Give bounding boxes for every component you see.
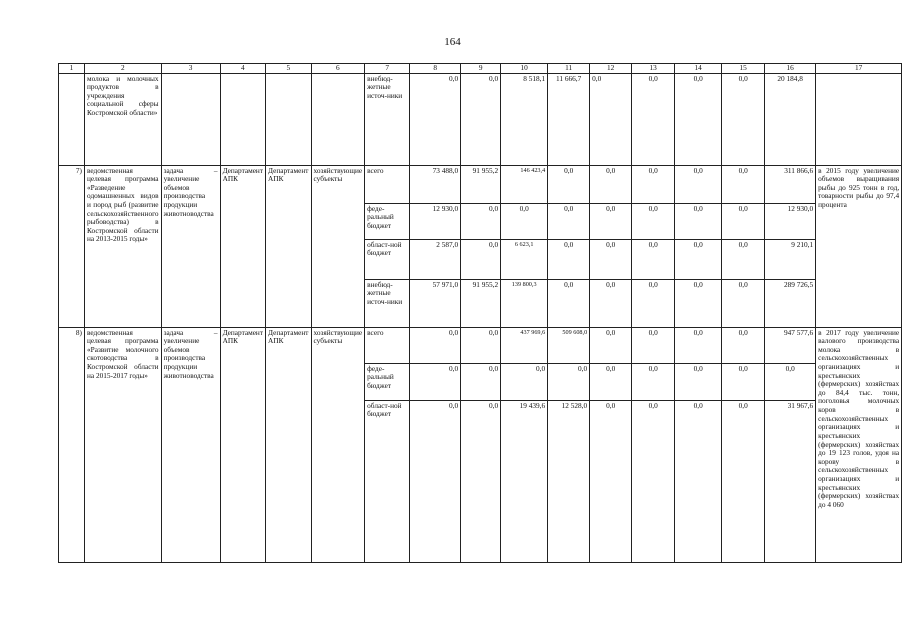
funding-source: феде-ральный бюджет bbox=[365, 203, 410, 239]
value-cell: 0,0 bbox=[410, 327, 461, 363]
value-cell: 0,0 bbox=[632, 327, 675, 363]
funding-source: област-ной бюджет bbox=[365, 239, 410, 279]
value-cell: 0,0 bbox=[590, 279, 632, 327]
value-cell: 0,0 bbox=[632, 363, 675, 400]
program-name: ведомственная целевая программа «Разведение одомашненных видов и пород рыб (развитие сельскохозяйственного рыбоводства) в Костромской области на 2013-2015 годы» bbox=[85, 165, 162, 327]
col-header: 10 bbox=[501, 64, 548, 74]
col-header: 17 bbox=[816, 64, 902, 74]
col-header: 2 bbox=[85, 64, 162, 74]
value-cell: 0,0 bbox=[722, 363, 765, 400]
col-header: 9 bbox=[461, 64, 501, 74]
funding-source: област-ной бюджет bbox=[365, 400, 410, 562]
value-cell: 19 439,6 bbox=[501, 400, 548, 562]
value-cell: 0,0 bbox=[461, 73, 501, 165]
value-cell: 0,0 bbox=[722, 203, 765, 239]
value-cell: 0,0 bbox=[410, 400, 461, 562]
value-cell: 0,0 bbox=[548, 203, 590, 239]
value-cell: 0,0 bbox=[632, 239, 675, 279]
value-cell: 0,0 bbox=[590, 400, 632, 562]
responsible-department: Департамент АПК bbox=[220, 327, 265, 562]
program-name: молока и молочных продуктов в учреждения социальной сферы Костромской области» bbox=[85, 73, 162, 165]
col-header: 15 bbox=[722, 64, 765, 74]
program-table bbox=[58, 63, 902, 563]
value-cell: 0,0 bbox=[722, 73, 765, 165]
value-cell: 0,0 bbox=[548, 279, 590, 327]
value-cell: 12 930,0 bbox=[410, 203, 461, 239]
value-cell: 0,0 bbox=[590, 239, 632, 279]
coordinating-department: Департамент АПК bbox=[266, 327, 311, 562]
total-cell: 947 577,6 bbox=[765, 327, 816, 363]
value-cell: 0,0 bbox=[632, 73, 675, 165]
value-cell: 437 969,6 bbox=[501, 327, 548, 363]
value-cell: 2 587,0 bbox=[410, 239, 461, 279]
funding-source: внебюд-жетные источ-ники bbox=[365, 73, 410, 165]
table-row bbox=[59, 327, 902, 363]
value-cell: 509 608,0 bbox=[548, 327, 590, 363]
program-task: задача – увеличение объемов производства продукции животноводства bbox=[161, 327, 220, 562]
row-index: 8) bbox=[59, 327, 85, 562]
value-cell: 0,0 bbox=[501, 363, 548, 400]
funding-source: всего bbox=[365, 165, 410, 203]
value-cell: 0,0 bbox=[632, 165, 675, 203]
responsible-department: Департамент АПК bbox=[220, 165, 265, 327]
col-header: 1 bbox=[59, 64, 85, 74]
total-cell: 12 930,0 bbox=[765, 203, 816, 239]
value-cell: 0,0 bbox=[410, 73, 461, 165]
value-cell: 0,0 bbox=[675, 363, 722, 400]
value-cell: 0,0 bbox=[722, 279, 765, 327]
column-number-row bbox=[59, 64, 902, 74]
value-cell: 0,0 bbox=[675, 400, 722, 562]
total-cell: 311 866,6 bbox=[765, 165, 816, 203]
funding-source: внебюд-жетные источ-ники bbox=[365, 279, 410, 327]
value-cell: 8 518,1 bbox=[501, 73, 548, 165]
col-header: 11 bbox=[548, 64, 590, 74]
value-cell: 0,0 bbox=[632, 203, 675, 239]
value-cell: 0,0 bbox=[548, 239, 590, 279]
value-cell: 0,0 bbox=[461, 203, 501, 239]
value-cell: 0,0 bbox=[675, 279, 722, 327]
value-cell: 0,0 bbox=[461, 239, 501, 279]
value-cell: 73 488,0 bbox=[410, 165, 461, 203]
page-number: 164 bbox=[444, 36, 461, 48]
total-cell: 0,0 bbox=[765, 363, 816, 400]
coordinating-department: Департамент АПК bbox=[266, 165, 311, 327]
table-row bbox=[59, 165, 902, 203]
col-header: 7 bbox=[365, 64, 410, 74]
participants: хозяйствующие субъекты bbox=[311, 165, 365, 327]
col-header: 14 bbox=[675, 64, 722, 74]
col-header: 3 bbox=[161, 64, 220, 74]
value-cell: 0,0 bbox=[675, 327, 722, 363]
expected-result: в 2017 году увеличение валового производства молока в сельскохозяйственных организациях и крестьянских (фермерских) хозяйствах до 84,4 тыс. тонн, поголовья молочных коров в сельскохозяйственных организациях и крестьянских (фермерских) хозяйствах до 19 123 голов, удоя на корову в сельскохозяйственных организациях и крестьянских (фермерских) хозяйствах до 4 060 bbox=[816, 327, 902, 562]
value-cell: 0,0 bbox=[461, 327, 501, 363]
value-cell: 0,0 bbox=[675, 239, 722, 279]
value-cell: 91 955,2 bbox=[461, 279, 501, 327]
col-header: 8 bbox=[410, 64, 461, 74]
value-cell: 0,0 bbox=[461, 363, 501, 400]
col-header: 12 bbox=[590, 64, 632, 74]
funding-source: феде-ральный бюджет bbox=[365, 363, 410, 400]
total-cell: 20 184,8 bbox=[765, 73, 816, 165]
value-cell: 0,0 bbox=[590, 165, 632, 203]
value-cell: 6 623,1 bbox=[501, 239, 548, 279]
value-cell: 139 800,3 bbox=[501, 279, 548, 327]
col-header: 16 bbox=[765, 64, 816, 74]
value-cell: 12 528,0 bbox=[548, 400, 590, 562]
total-cell: 31 967,6 bbox=[765, 400, 816, 562]
total-cell: 9 210,1 bbox=[765, 239, 816, 279]
value-cell: 0,0 bbox=[675, 73, 722, 165]
col-header: 4 bbox=[220, 64, 265, 74]
participants: хозяйствующие субъекты bbox=[311, 327, 365, 562]
total-cell: 289 726,5 bbox=[765, 279, 816, 327]
col-header: 6 bbox=[311, 64, 365, 74]
value-cell: 0,0 bbox=[632, 279, 675, 327]
value-cell: 0,0 bbox=[590, 203, 632, 239]
program-name: ведомственная целевая программа «Развитие молочного скотоводства в Костромской области на 2015-2017 годы» bbox=[85, 327, 162, 562]
value-cell: 0,0 bbox=[590, 363, 632, 400]
value-cell: 91 955,2 bbox=[461, 165, 501, 203]
value-cell: 0,0 bbox=[675, 165, 722, 203]
value-cell: 0,0 bbox=[722, 327, 765, 363]
value-cell: 0,0 bbox=[590, 73, 632, 165]
table-row bbox=[59, 73, 902, 165]
col-header: 5 bbox=[266, 64, 311, 74]
value-cell: 0,0 bbox=[590, 327, 632, 363]
program-task: задача – увеличение объемов производства продукции животноводства bbox=[161, 165, 220, 327]
value-cell: 0,0 bbox=[632, 400, 675, 562]
value-cell: 0,0 bbox=[722, 165, 765, 203]
value-cell: 0,0 bbox=[410, 363, 461, 400]
value-cell: 0,0 bbox=[548, 363, 590, 400]
value-cell: 0,0 bbox=[461, 400, 501, 562]
value-cell: 11 666,7 bbox=[548, 73, 590, 165]
col-header: 13 bbox=[632, 64, 675, 74]
value-cell: 0,0 bbox=[722, 239, 765, 279]
value-cell: 0,0 bbox=[722, 400, 765, 562]
value-cell: 0,0 bbox=[675, 203, 722, 239]
value-cell: 146 423,4 bbox=[501, 165, 548, 203]
value-cell: 0,0 bbox=[501, 203, 548, 239]
row-index: 7) bbox=[59, 165, 85, 327]
expected-result: в 2015 году увеличение объемов выращивания рыбы до 925 тонн в год, товарности рыбы до 97,4 процента bbox=[816, 165, 902, 327]
value-cell: 57 971,0 bbox=[410, 279, 461, 327]
value-cell: 0,0 bbox=[548, 165, 590, 203]
funding-source: всего bbox=[365, 327, 410, 363]
